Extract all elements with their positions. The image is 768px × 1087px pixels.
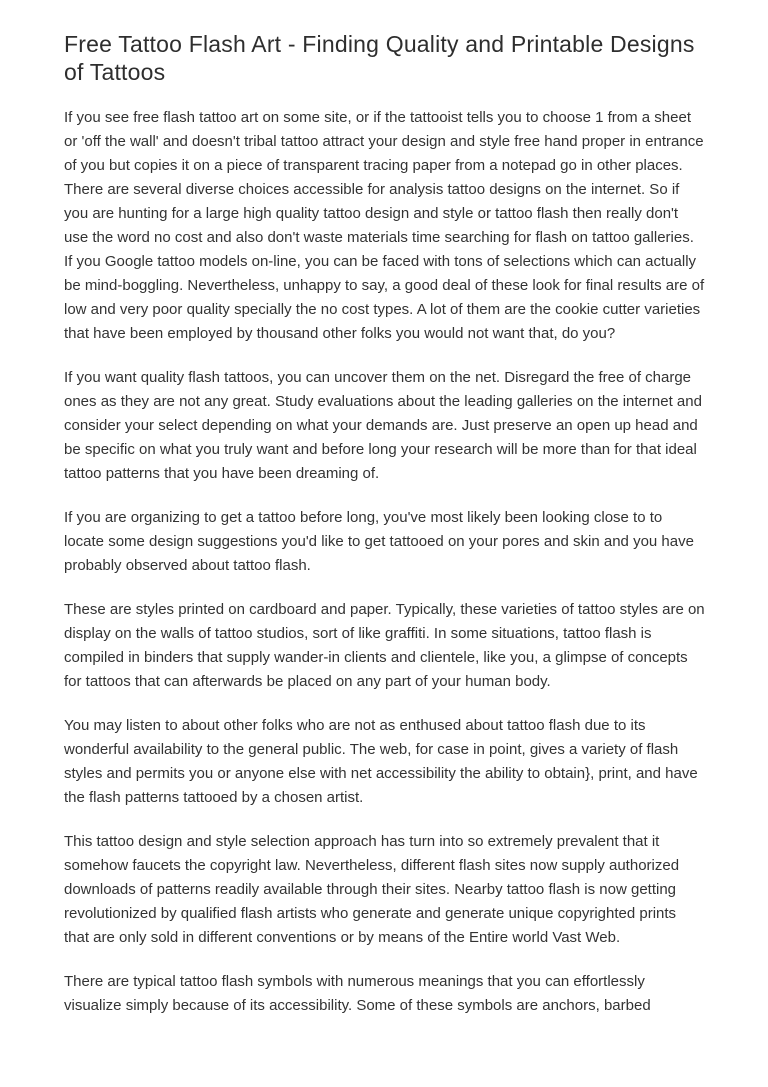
paragraph-5: You may listen to about other folks who are not as enthused about tattoo flash due to its wonderful availability to the general public. The web, for case in point, gives a variety of flash styles and permits you or anyone else with net accessibility the ability to obtain}, print, and have the flash patterns tattooed by a chosen artist.	[64, 717, 698, 806]
paragraph-1: If you see free flash tattoo art on some site, or if the tattooist tells you to choose 1 from a sheet or 'off the wall' and doesn't tribal tattoo attract your design and style free hand proper in entrance of you but copies it on a piece of transparent tracing paper from a notepad go in other places. There are several diverse choices accessible for analysis tattoo designs on the internet. So if you are hunting for a large high quality tattoo design and style or tattoo flash then really don't use the word no cost and also don't waste materials time searching for flash on tattoo galleries. If you Google tattoo models on-line, you can be faced with tons of selections which can actually be mind-boggling. Nevertheless, unhappy to say, a good deal of these look for final results are of low and very poor quality specially the no cost types. A lot of them are the cookie cutter varieties that have been employed by thousand other folks you would not want that, do you?	[64, 109, 705, 342]
paragraph-3: If you are organizing to get a tattoo before long, you've most likely been looking close to to locate some design suggestions you'd like to get tattooed on your pores and skin and you have probably observed about tattoo flash.	[64, 509, 694, 574]
paragraph-7: There are typical tattoo flash symbols with numerous meanings that you can effortlessly visualize simply because of its accessibility. Some of these symbols are anchors, barbed	[64, 973, 651, 1014]
document-content	[64, 30, 705, 1038]
paragraph-6: This tattoo design and style selection approach has turn into so extremely prevalent that it somehow faucets the copyright law. Nevertheless, different flash sites now supply authorized downloads of patterns readily available through their sites. Nearby tattoo flash is now getting revolutionized by qualified flash artists who generate and generate unique copyrighted prints that are only sold in different conventions or by means of the Entire world Vast Web.	[64, 833, 680, 946]
paragraph-2: If you want quality flash tattoos, you can uncover them on the net. Disregard the free of charge ones as they are not any great. Study evaluations about the leading galleries on the internet and consider your select depending on what your demands are. Just preserve an open up head and be specific on what you truly want and before long your research will be more than for that ideal tattoo patterns that you have been dreaming of.	[64, 369, 702, 482]
paragraph-4: These are styles printed on cardboard and paper. Typically, these varieties of tattoo styles are on display on the walls of tattoo studios, sort of like graffiti. In some situations, tattoo flash is compiled in binders that supply wander-in clients and clientele, like you, a glimpse of concepts for tattoos that can afterwards be placed on any part of your human body.	[64, 601, 705, 690]
document-title: Free Tattoo Flash Art - Finding Quality and Printable Designs of Tattoos	[64, 31, 695, 85]
